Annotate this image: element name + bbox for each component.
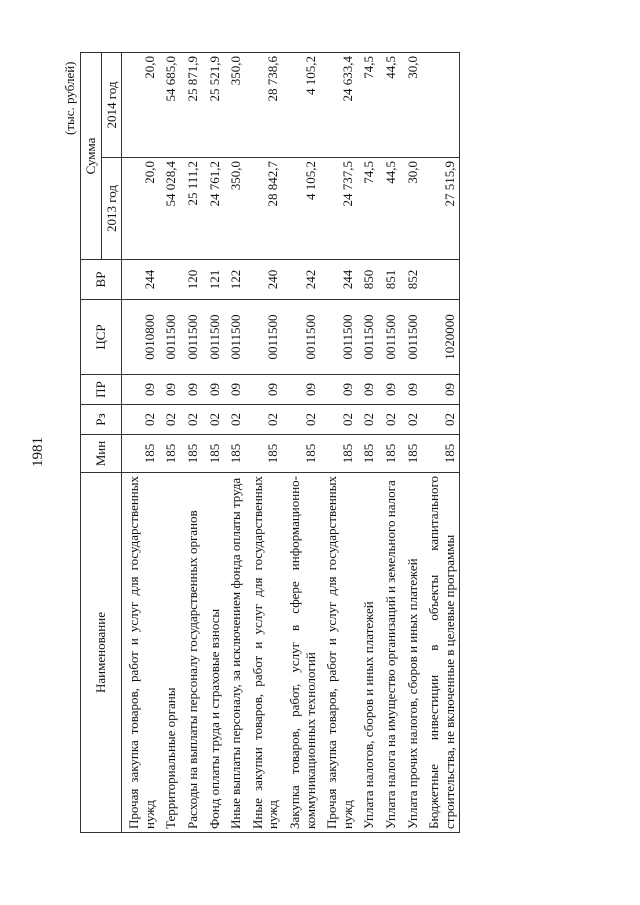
row-name: Уплата налога на имущество организаций и земельного налога	[379, 473, 401, 833]
row-pr: 09	[122, 375, 160, 405]
row-min: 185	[181, 435, 203, 473]
table-row	[224, 53, 246, 833]
row-pr: 09	[203, 375, 225, 405]
row-sum-2013: 30,0	[401, 158, 423, 260]
row-csr: 0010800	[122, 300, 160, 375]
row-rz: 02	[122, 405, 160, 435]
row-sum-2013: 20,0	[122, 158, 160, 260]
row-csr: 0011500	[379, 300, 401, 375]
row-sum-2013: 350,0	[224, 158, 246, 260]
row-sum-2014: 20,0	[122, 53, 160, 158]
row-sum-2013: 4 105,2	[283, 158, 320, 260]
row-name: Уплата прочих налогов, сборов и иных платежей	[401, 473, 423, 833]
header-min: Мин	[81, 435, 122, 473]
row-rz: 02	[224, 405, 246, 435]
row-name: Закупка товаров, работ, услуг в сфере информационно-коммуникационных технологий	[283, 473, 320, 833]
row-vr: 122	[224, 260, 246, 300]
header-sum: Сумма	[81, 53, 102, 260]
row-min: 185	[422, 435, 460, 473]
units-label: (тыс. рублей)	[62, 61, 77, 135]
row-pr: 09	[283, 375, 320, 405]
row-sum-2013: 28 842,7	[246, 158, 283, 260]
table-row	[181, 53, 203, 833]
table-row	[246, 53, 283, 833]
table-row	[379, 53, 401, 833]
row-csr: 0011500	[357, 300, 379, 375]
row-pr: 09	[224, 375, 246, 405]
table-header-row	[81, 53, 102, 833]
row-rz: 02	[203, 405, 225, 435]
row-sum-2014: 350,0	[224, 53, 246, 158]
row-rz: 02	[159, 405, 181, 435]
row-vr: 851	[379, 260, 401, 300]
row-name: Прочая закупка товаров, работ и услуг для государственных нужд	[122, 473, 160, 833]
table-row	[422, 53, 460, 833]
header-vr: ВР	[81, 260, 122, 300]
row-csr: 0011500	[283, 300, 320, 375]
row-vr: 120	[181, 260, 203, 300]
row-pr: 09	[159, 375, 181, 405]
row-csr: 0011500	[224, 300, 246, 375]
row-min: 185	[246, 435, 283, 473]
row-min: 185	[379, 435, 401, 473]
row-csr: 0011500	[401, 300, 423, 375]
row-sum-2014: 25 871,9	[181, 53, 203, 158]
row-sum-2014: 4 105,2	[283, 53, 320, 158]
row-vr: 244	[122, 260, 160, 300]
table-row	[283, 53, 320, 833]
row-pr: 09	[379, 375, 401, 405]
row-min: 185	[357, 435, 379, 473]
row-min: 185	[283, 435, 320, 473]
row-min: 185	[320, 435, 357, 473]
row-name: Бюджетные инвестиции в объекты капитального строительства, не включенные в целевые программы	[422, 473, 460, 833]
row-rz: 02	[181, 405, 203, 435]
row-name: Расходы на выплаты персоналу государственных органов	[181, 473, 203, 833]
row-name: Иные выплаты персоналу, за исключением фонда оплаты труда	[224, 473, 246, 833]
row-sum-2013: 24 761,2	[203, 158, 225, 260]
row-sum-2014: 25 521,9	[203, 53, 225, 158]
row-sum-2013: 27 515,9	[422, 158, 460, 260]
header-2014: 2014 год	[101, 53, 122, 158]
row-min: 185	[122, 435, 160, 473]
table-row	[401, 53, 423, 833]
row-sum-2013: 44,5	[379, 158, 401, 260]
row-min: 185	[401, 435, 423, 473]
row-sum-2014: 30,0	[401, 53, 423, 158]
row-name: Территориальные органы	[159, 473, 181, 833]
row-csr: 0011500	[203, 300, 225, 375]
row-sum-2013: 25 111,2	[181, 158, 203, 260]
row-name: Фонд оплаты труда и страховые взносы	[203, 473, 225, 833]
table-row	[159, 53, 181, 833]
row-sum-2013: 54 028,4	[159, 158, 181, 260]
row-rz: 02	[422, 405, 460, 435]
row-pr: 09	[246, 375, 283, 405]
row-sum-2014: 28 738,6	[246, 53, 283, 158]
row-vr: 244	[320, 260, 357, 300]
row-rz: 02	[283, 405, 320, 435]
row-csr: 0011500	[320, 300, 357, 375]
row-pr: 09	[320, 375, 357, 405]
row-csr: 0011500	[159, 300, 181, 375]
header-name: Наименование	[81, 473, 122, 833]
row-name: Уплата налогов, сборов и иных платежей	[357, 473, 379, 833]
budget-table	[80, 52, 460, 833]
row-pr: 09	[422, 375, 460, 405]
row-min: 185	[203, 435, 225, 473]
row-sum-2014: 54 685,0	[159, 53, 181, 158]
table-body	[122, 53, 460, 833]
row-pr: 09	[357, 375, 379, 405]
row-rz: 02	[320, 405, 357, 435]
row-sum-2014: 24 633,4	[320, 53, 357, 158]
row-min: 185	[159, 435, 181, 473]
row-sum-2014: 44,5	[379, 53, 401, 158]
row-name: Иные закупки товаров, работ и услуг для государственных нужд	[246, 473, 283, 833]
row-pr: 09	[181, 375, 203, 405]
row-min: 185	[224, 435, 246, 473]
row-rz: 02	[246, 405, 283, 435]
row-vr: 852	[401, 260, 423, 300]
row-vr: 850	[357, 260, 379, 300]
row-sum-2013: 24 737,5	[320, 158, 357, 260]
row-sum-2014: 74,5	[357, 53, 379, 158]
header-rz: Рз	[81, 405, 122, 435]
page-number: 1981	[30, 437, 46, 467]
row-sum-2014	[422, 53, 460, 158]
row-vr: 121	[203, 260, 225, 300]
header-csr: ЦСР	[81, 300, 122, 375]
row-csr: 0011500	[181, 300, 203, 375]
row-rz: 02	[401, 405, 423, 435]
row-csr: 0011500	[246, 300, 283, 375]
row-name: Прочая закупка товаров, работ и услуг для государственных нужд	[320, 473, 357, 833]
row-rz: 02	[357, 405, 379, 435]
header-2013: 2013 год	[101, 158, 122, 260]
header-pr: ПР	[81, 375, 122, 405]
row-vr	[422, 260, 460, 300]
row-rz: 02	[379, 405, 401, 435]
row-pr: 09	[401, 375, 423, 405]
table-row	[203, 53, 225, 833]
row-vr	[159, 260, 181, 300]
row-vr: 240	[246, 260, 283, 300]
table-row	[357, 53, 379, 833]
table-row	[122, 53, 160, 833]
row-vr: 242	[283, 260, 320, 300]
row-csr: 1020000	[422, 300, 460, 375]
table-row	[320, 53, 357, 833]
row-sum-2013: 74,5	[357, 158, 379, 260]
